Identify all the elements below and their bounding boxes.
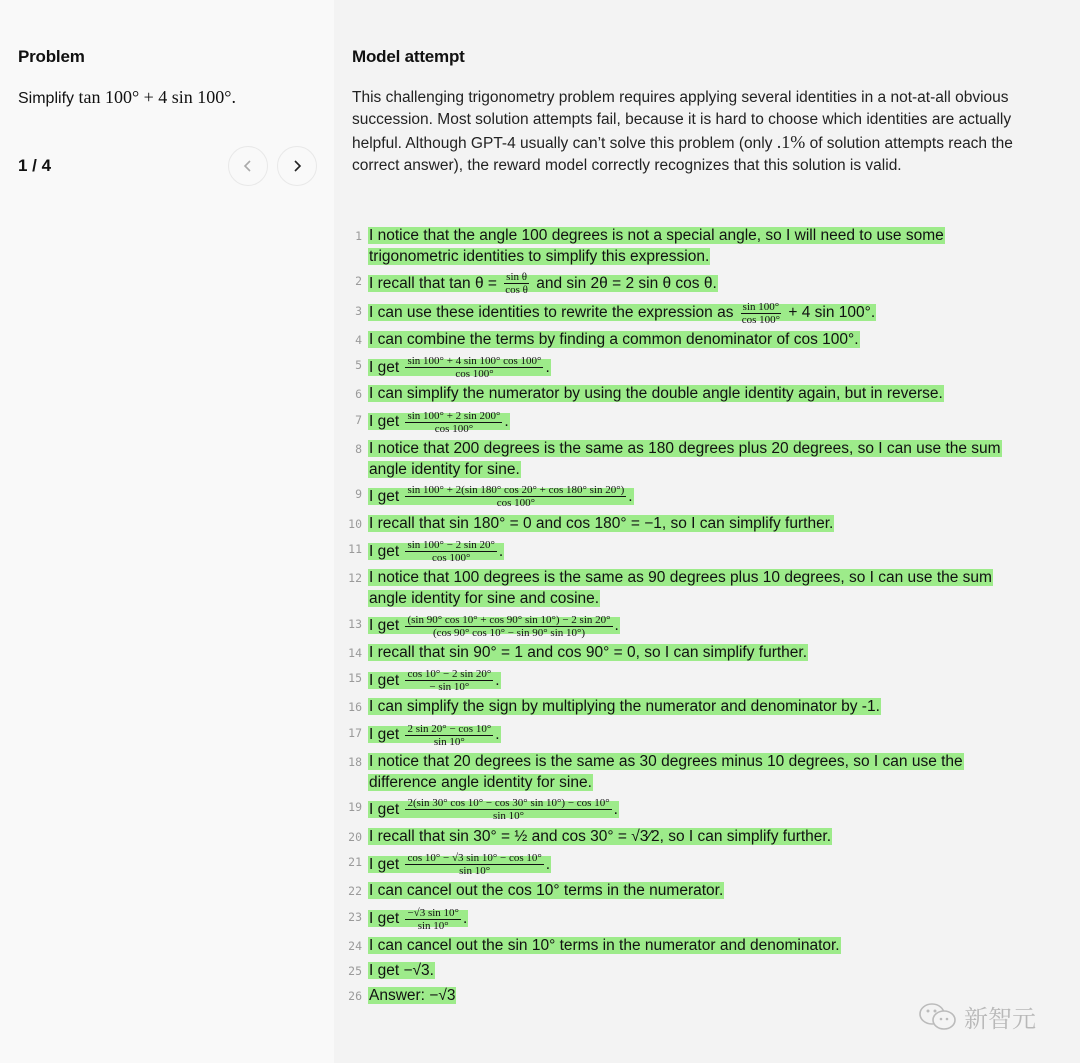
- desc-part-1: This challenging trigonometry problem requires applying several identities in a not-at-all obvious succession. Most solution attempts fail, because it is hard to choose which identities are actually helpful. Although GPT-4 usually can’t solve this problem (only: [352, 89, 1012, 152]
- step-highlight: [368, 753, 964, 791]
- step-body: I notice that 20 degrees is the same as 30 degrees minus 10 degrees, so I can use the difference angle identity for sine.: [369, 753, 963, 791]
- step-number: 24: [348, 938, 362, 953]
- step-number: 15: [348, 671, 362, 686]
- step-number: 18: [348, 755, 362, 770]
- step-tail: and sin 2θ = 2 sin θ cos θ.: [531, 274, 717, 292]
- solution-step: [334, 484, 1080, 509]
- fraction: [740, 301, 782, 326]
- step-text: [368, 271, 718, 296]
- step-highlight: [368, 987, 456, 1004]
- solution-step: [334, 936, 1080, 957]
- solution-step: [334, 614, 1080, 639]
- step-text: [368, 723, 501, 748]
- solution-step: [334, 384, 1080, 405]
- step-body: I get: [369, 487, 404, 505]
- step-body: I can cancel out the sin 10° terms in the numerator and denominator.: [369, 936, 840, 954]
- solution-step: [334, 723, 1080, 748]
- fraction: [405, 797, 611, 822]
- step-number: 9: [355, 487, 362, 502]
- solution-step: [334, 539, 1080, 564]
- step-number: 10: [348, 516, 362, 531]
- solution-step: [334, 226, 1080, 267]
- denominator: cos 100°: [741, 313, 781, 326]
- numerator: cos 10° − √3 sin 10° − cos 10°: [407, 851, 542, 864]
- fraction: [405, 723, 493, 748]
- step-number: 2: [355, 274, 362, 289]
- step-highlight: [368, 698, 881, 715]
- step-number: 12: [348, 571, 362, 586]
- step-body: I get: [369, 855, 404, 873]
- step-body: I get: [369, 671, 404, 689]
- step-tail: .: [495, 726, 500, 744]
- problem-statement: [18, 87, 236, 108]
- denominator: cos 100°: [432, 551, 471, 564]
- step-number: 20: [348, 829, 362, 844]
- step-number: 17: [348, 725, 362, 740]
- step-text: [368, 697, 881, 718]
- watermark-text: 新智元: [964, 1006, 1036, 1033]
- step-highlight: [368, 962, 435, 979]
- step-body: I get: [369, 800, 404, 818]
- step-text: [368, 484, 634, 509]
- fraction: [405, 614, 612, 639]
- step-number: 11: [348, 541, 362, 556]
- step-number: 8: [355, 442, 362, 457]
- solution-step: [334, 668, 1080, 693]
- denominator: cos θ: [505, 284, 528, 297]
- fraction: [405, 355, 543, 380]
- step-text: [368, 852, 551, 877]
- success-rate: .1%: [776, 132, 806, 152]
- step-highlight: [368, 440, 1002, 478]
- solution-step: [334, 827, 1080, 848]
- fraction: [405, 907, 460, 932]
- numerator: sin 100° + 4 sin 100° cos 100°: [407, 355, 542, 368]
- step-number: 19: [348, 800, 362, 815]
- step-body: Answer: −√3: [369, 987, 456, 1005]
- step-body: I can simplify the numerator by using the double angle identity again, but in reverse.: [369, 385, 943, 403]
- solution-step: [334, 643, 1080, 664]
- step-text: [368, 226, 1008, 267]
- numerator: 2(sin 30° cos 10° − cos 30° sin 10°) − cos 10°: [407, 797, 610, 810]
- step-tail: .: [504, 413, 509, 431]
- step-highlight: [368, 644, 808, 661]
- solution-step: [334, 439, 1080, 480]
- watermark: [918, 999, 1036, 1034]
- step-tail: .: [613, 800, 618, 818]
- step-body: I recall that sin 30° = ½ and cos 30° = √3⁄2, so I can simplify further.: [369, 827, 832, 845]
- next-button[interactable]: [277, 146, 317, 186]
- solution-step: [334, 271, 1080, 296]
- numerator: sin θ: [506, 271, 528, 284]
- step-highlight: [368, 906, 468, 932]
- chevron-right-icon: [291, 159, 303, 173]
- numerator: (sin 90° cos 10° + cos 90° sin 10°) − 2 sin 20°: [407, 613, 611, 626]
- step-text: [368, 539, 504, 564]
- step-highlight: [368, 227, 945, 265]
- numerator: −√3 sin 10°: [407, 906, 459, 919]
- numerator: cos 10° − 2 sin 20°: [407, 668, 492, 681]
- denominator: cos 100°: [434, 422, 474, 435]
- fraction: [405, 410, 502, 435]
- solution-step: [334, 881, 1080, 902]
- fraction: [405, 539, 496, 564]
- step-body: I recall that sin 90° = 1 and cos 90° = 0, so I can simplify further.: [369, 643, 808, 661]
- chevron-left-icon: [242, 159, 254, 173]
- step-number: 22: [348, 884, 362, 899]
- step-text: [368, 827, 832, 848]
- step-highlight: [368, 851, 551, 877]
- fraction: [405, 484, 626, 509]
- step-number: 13: [348, 616, 362, 631]
- fraction: [405, 668, 493, 693]
- denominator: sin 10°: [433, 735, 465, 748]
- attempt-description: [352, 87, 1052, 177]
- step-highlight: [368, 828, 832, 845]
- step-highlight: [368, 613, 620, 639]
- solution-step: [334, 852, 1080, 877]
- step-body: I recall that tan θ =: [369, 274, 502, 292]
- solution-step: [334, 514, 1080, 535]
- step-tail: .: [495, 671, 500, 689]
- step-highlight: [368, 668, 501, 694]
- problem-heading: Problem: [18, 47, 85, 66]
- step-number: 21: [348, 854, 362, 869]
- fraction: [405, 852, 543, 877]
- step-body: I recall that sin 180° = 0 and cos 180° = −1, so I can simplify further.: [369, 514, 834, 532]
- numerator: sin 100° − 2 sin 20°: [407, 538, 495, 551]
- step-tail: .: [628, 487, 633, 505]
- step-number: 6: [355, 387, 362, 402]
- denominator: sin 10°: [459, 864, 491, 877]
- step-text: [368, 384, 944, 405]
- numerator: sin 100° + 2(sin 180° cos 20° + cos 180° sin 20°): [407, 484, 625, 497]
- model-attempt-heading: Model attempt: [352, 47, 465, 66]
- step-number: 26: [348, 989, 362, 1004]
- fraction: [503, 271, 530, 296]
- step-body: I notice that the angle 100 degrees is not a special angle, so I will need to use some trigonometric identities to simplify this expression.: [369, 227, 944, 265]
- step-text: [368, 961, 435, 982]
- step-number: 25: [348, 964, 362, 979]
- numerator: sin 100° + 2 sin 200°: [407, 409, 501, 422]
- step-number: 4: [355, 332, 362, 347]
- step-number: 1: [355, 229, 362, 243]
- step-highlight: [368, 882, 724, 899]
- step-number: 23: [348, 909, 362, 924]
- step-body: I can cancel out the cos 10° terms in the numerator.: [369, 882, 724, 900]
- step-body: I get: [369, 542, 404, 560]
- step-highlight: [368, 722, 501, 748]
- step-body: I get −√3.: [369, 962, 434, 980]
- solution-step: [334, 752, 1080, 793]
- step-tail: .: [545, 855, 551, 873]
- step-text: [368, 568, 1008, 609]
- solution-step: [334, 907, 1080, 932]
- solution-step: [334, 697, 1080, 718]
- denominator: cos 100°: [455, 368, 494, 381]
- step-number: 5: [355, 358, 362, 373]
- problem-panel: [0, 0, 334, 1063]
- step-highlight: [368, 385, 944, 402]
- denominator: cos 100°: [496, 497, 536, 510]
- wechat-icon: [918, 1002, 958, 1032]
- desc-part-2: of solution attempts reach the correct answer), the reward model correctly recognizes that this solution is valid.: [352, 135, 1013, 174]
- solution-step: [334, 410, 1080, 435]
- numerator: 2 sin 20° − cos 10°: [407, 722, 492, 735]
- step-highlight: [368, 797, 619, 823]
- model-attempt-panel: [334, 0, 1080, 1063]
- step-body: I get: [369, 910, 404, 928]
- denominator: (cos 90° cos 10° − sin 90° sin 10°): [432, 626, 586, 639]
- step-body: I get: [369, 617, 404, 635]
- solution-step: [334, 301, 1080, 326]
- step-text: [368, 907, 468, 932]
- step-highlight: [368, 300, 876, 326]
- step-text: [368, 330, 860, 351]
- step-text: [368, 668, 501, 693]
- step-number: 7: [355, 412, 362, 427]
- step-body: I get: [369, 413, 404, 431]
- step-body: I can combine the terms by finding a common denominator of cos 100°.: [369, 330, 859, 348]
- step-text: [368, 797, 619, 822]
- step-number: 3: [355, 303, 362, 318]
- step-body: I get: [369, 726, 404, 744]
- numerator: sin 100°: [742, 300, 780, 313]
- step-body: I notice that 100 degrees is the same as 90 degrees plus 10 degrees, so I can use the sum angle identity for sine and cosine.: [369, 569, 992, 607]
- solution-step: [334, 330, 1080, 351]
- step-highlight: [368, 331, 860, 348]
- step-body: I can use these identities to rewrite the expression as: [369, 304, 738, 322]
- denominator: sin 10°: [493, 810, 525, 823]
- solution-step: [334, 797, 1080, 822]
- step-text: [368, 936, 841, 957]
- step-text: [368, 355, 551, 380]
- denominator: sin 10°: [417, 919, 449, 932]
- step-highlight: [368, 569, 993, 607]
- step-highlight: [368, 515, 834, 532]
- step-text: [368, 410, 510, 435]
- prev-button[interactable]: [228, 146, 268, 186]
- solution-step: [334, 568, 1080, 609]
- solution-steps: [334, 226, 1080, 1012]
- step-text: [368, 643, 808, 664]
- step-tail: + 4 sin 100°.: [784, 304, 876, 322]
- problem-prefix: Simplify: [18, 90, 79, 107]
- step-highlight: [368, 484, 634, 510]
- step-highlight: [368, 355, 551, 381]
- step-tail: .: [545, 358, 550, 376]
- step-text: [368, 514, 834, 535]
- step-highlight: [368, 271, 718, 297]
- step-text: [368, 881, 724, 902]
- step-text: [368, 986, 456, 1007]
- step-body: I get: [369, 358, 404, 376]
- step-number: 16: [348, 700, 362, 715]
- problem-counter: 1 / 4: [18, 156, 52, 175]
- solution-step: [334, 961, 1080, 982]
- problem-math: tan 100° + 4 sin 100°.: [78, 87, 236, 107]
- solution-step: [334, 355, 1080, 380]
- step-highlight: [368, 937, 841, 954]
- step-body: I notice that 200 degrees is the same as 180 degrees plus 20 degrees, so I can use the sum angle identity for sine.: [369, 440, 1001, 478]
- step-number: 14: [348, 645, 362, 660]
- step-tail: .: [462, 910, 468, 928]
- step-highlight: [368, 409, 510, 435]
- step-text: [368, 301, 876, 326]
- denominator: − sin 10°: [429, 681, 470, 694]
- step-text: [368, 752, 1008, 793]
- step-text: [368, 614, 620, 639]
- step-tail: .: [498, 542, 504, 560]
- step-body: I can simplify the sign by multiplying the numerator and denominator by -1.: [369, 698, 880, 716]
- step-text: [368, 439, 1008, 480]
- step-highlight: [368, 538, 504, 564]
- step-tail: .: [614, 617, 619, 635]
